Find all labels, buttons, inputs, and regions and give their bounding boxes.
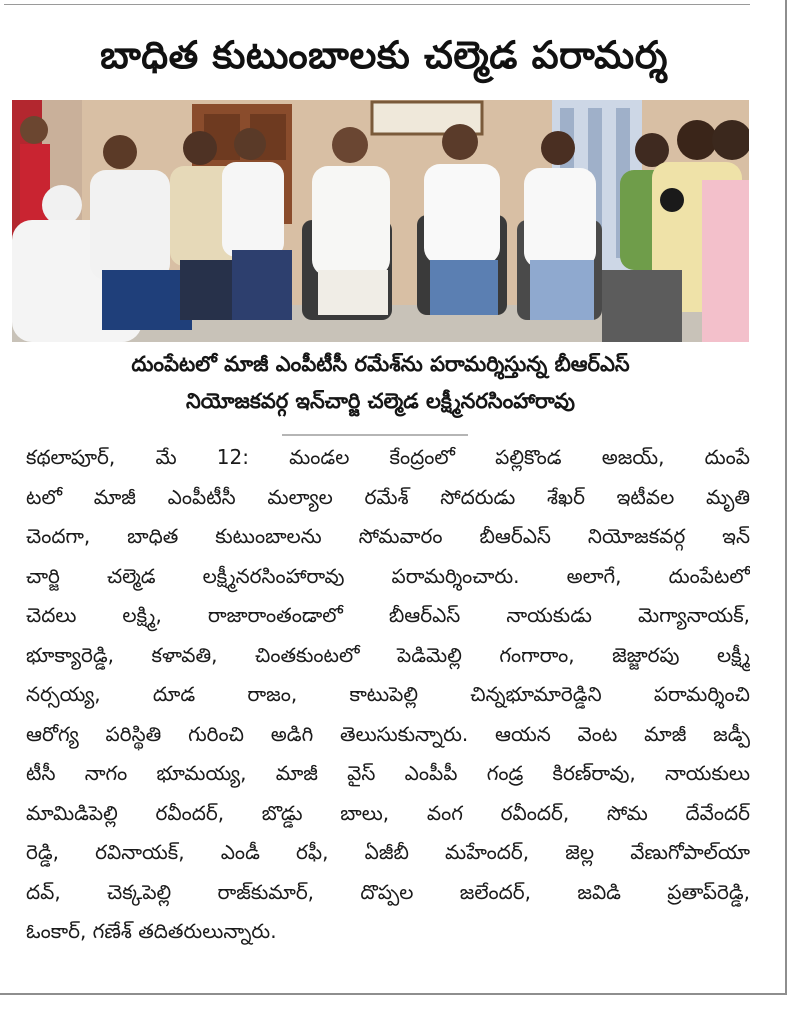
top-rule xyxy=(4,4,750,5)
article-line: భూక్యారెడ్డి, కళావతి, చింతకుంటలో పెడిమెల్లి గంగారాం, జెజ్జారపు లక్ష్మీ xyxy=(26,642,750,667)
article-line: టీసీ నాగం భూమయ్య, మాజీ వైస్ ఎంపీపీ గండ్ర కిరణ్‌రావు, నాయకులు xyxy=(26,761,750,785)
caption-line-2: నియోజకవర్గ ఇన్‌చార్జి చల్మెడ లక్ష్మీనరసింహారావు xyxy=(186,389,575,413)
article-line: చెందగా, బాధిత కుటుంబాలను సోమవారం బీఆర్ఎస్ నియోజకవర్గ ఇన్ xyxy=(26,524,750,548)
headline: బాధిత కుటుంబాలకు చల్మెడ పరామర్శ xyxy=(100,33,668,77)
news-photo xyxy=(12,100,749,342)
article-line: టలో మాజీ ఎంపీటీసీ మల్యాల రమేశ్ సోదరుడు శేఖర్ ఇటీవల మృతి xyxy=(26,484,750,509)
article-line: నర్సయ్య, దూడ రాజం, కాటుపెల్లి చిన్నభూమారెడ్డిని పరామర్శించి xyxy=(26,682,750,706)
article-line: దవ్, చెక్కపెల్లి రాజ్‌కుమార్, దొప్పల జలేందర్, జవిడి ప్రతాప్‌రెడ్డి, xyxy=(26,879,750,904)
caption-divider xyxy=(282,434,468,436)
article-line: కథలాపూర్, మే 12: మండల కేంద్రంలో పల్లికొండ అజయ్, దుంపే xyxy=(26,445,750,469)
bottom-border xyxy=(0,993,787,995)
article-line: చెదలు లక్ష్మి, రాజారాంతండాలో బీఆర్ఎస్ నాయకుడు మెగ్యానాయక్, xyxy=(26,603,750,627)
photo-caption xyxy=(12,346,749,420)
article-line: ఆరోగ్య పరిస్థితి గురించి అడిగి తెలుసుకున్నారు. ఆయన వెంట మాజీ జడ్పీ xyxy=(26,721,750,746)
caption-line-1: దుంపేటలో మాజీ ఎంపీటీసీ రమేశ్‌ను పరామర్శిస్తున్న బీఆర్ఎస్ xyxy=(131,352,630,376)
article-line: రెడ్డి, రవినాయక్, ఎండీ రఫీ, ఏజీబీ మహేందర్, జెల్ల వేణుగోపాల్‌యా xyxy=(26,840,750,864)
article-line: ఓంకార్, గణేశ్ తదితరులున్నారు. xyxy=(26,919,277,943)
right-border xyxy=(785,0,787,994)
article-line: మామిడిపెల్లి రవీందర్, బొడ్డు బాలు, వంగ రవీందర్, సోమ దేవేందర్ xyxy=(26,800,750,825)
article-line: చార్జి చల్మెడ లక్ష్మీనరసింహారావు పరామర్శించారు. అలాగే, దుంపేటలో xyxy=(26,563,750,588)
article-body xyxy=(26,438,750,952)
